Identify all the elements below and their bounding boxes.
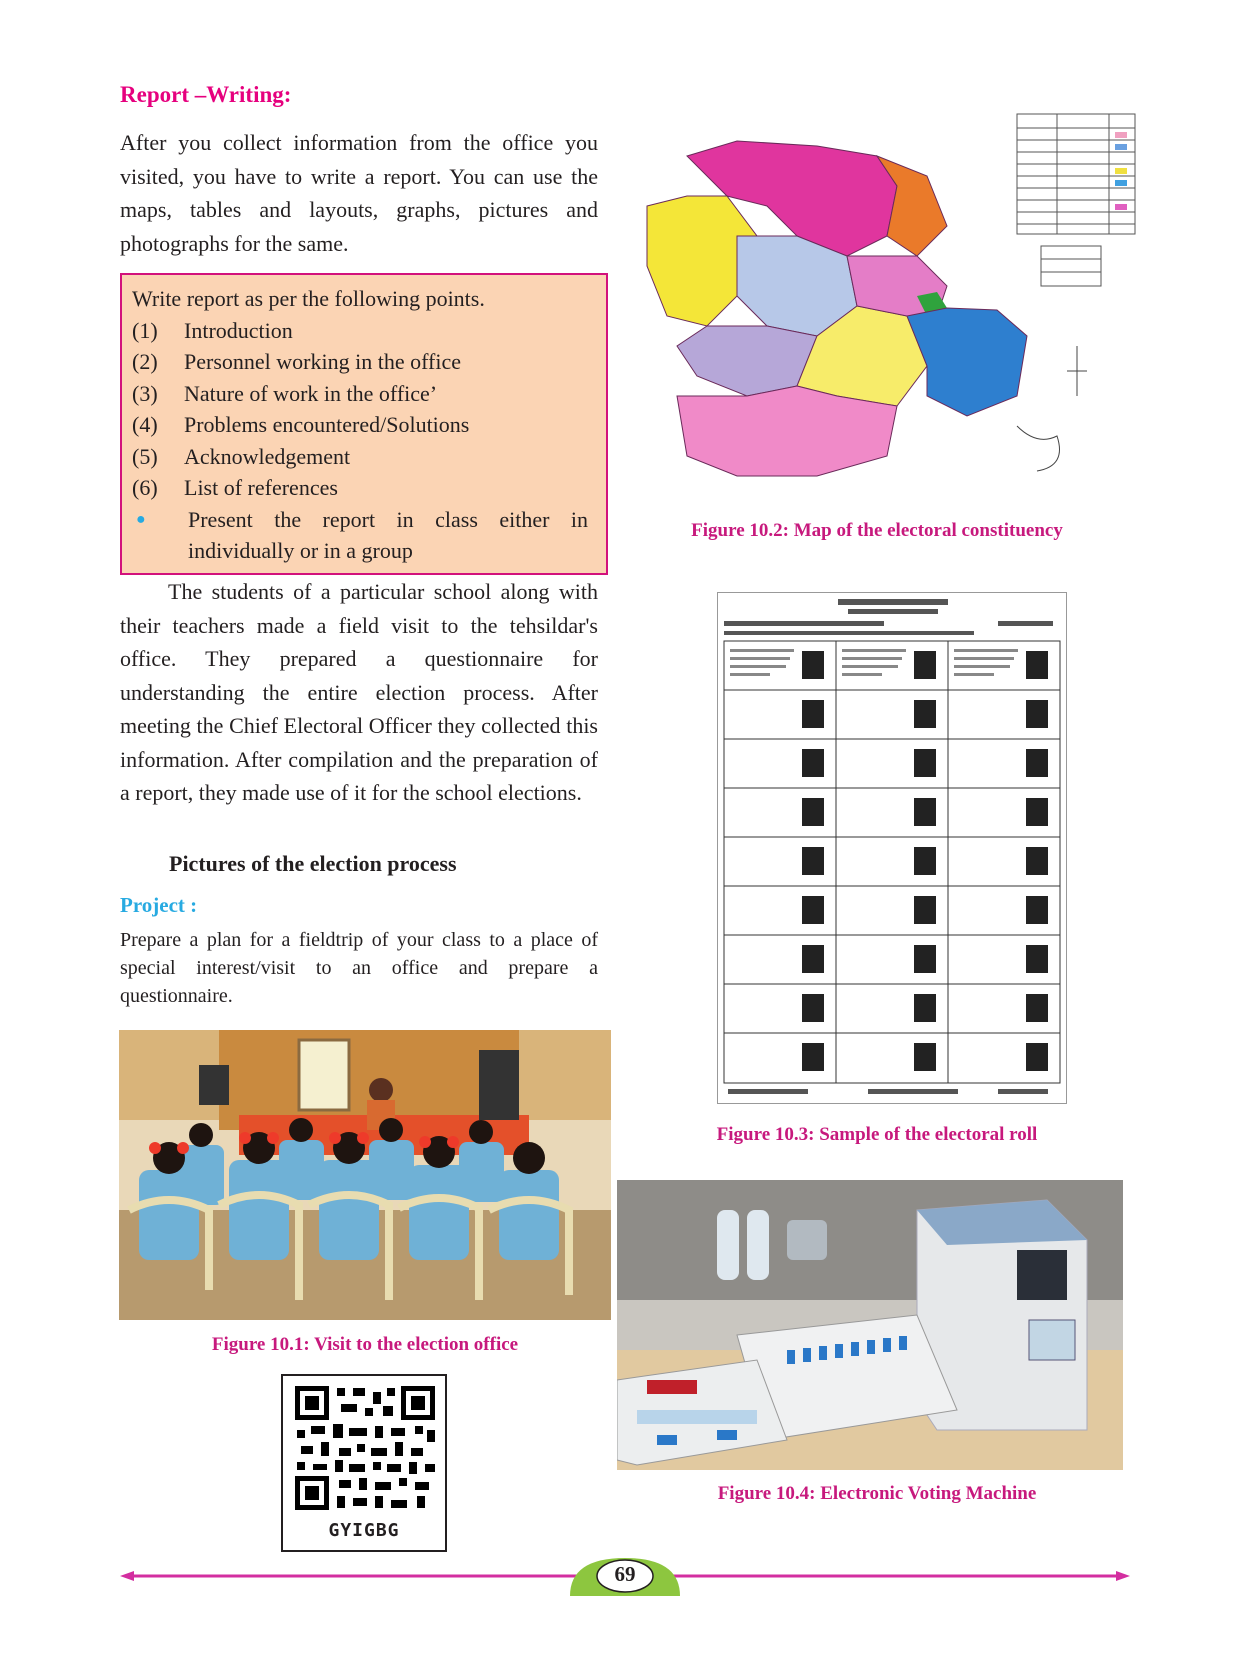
figure-caption-3: Figure 10.3: Sample of the electoral roll	[716, 1124, 1038, 1145]
list-item	[132, 315, 588, 347]
project-text: Prepare a plan for a fieldtrip of your class to a place of special interest/visit to an office and prepare a questionnaire.	[120, 929, 598, 1007]
voting-machine-photo	[617, 1180, 1123, 1470]
list-item-bullet	[132, 504, 588, 567]
list-item-number: (1)	[132, 317, 158, 343]
list-item	[132, 346, 588, 378]
qr-code-label: GYIGBG	[328, 1520, 400, 1541]
list-item-number: (6)	[132, 475, 158, 500]
list-item-text: Introduction	[184, 317, 293, 343]
list-item-text: Personnel working in the office	[184, 349, 461, 374]
list-item-text: Present the report in class either in individually or in a group	[188, 506, 588, 563]
election-office-photo	[119, 1030, 611, 1320]
list-item-number: (3)	[132, 380, 158, 406]
list-item	[132, 378, 588, 410]
qr-code[interactable]	[281, 1374, 447, 1552]
figure-caption-4: Figure 10.4: Electronic Voting Machine	[717, 1483, 1037, 1504]
constituency-map	[617, 96, 1137, 526]
bullet-icon: ●	[136, 510, 146, 528]
students-paragraph	[120, 575, 598, 810]
section-heading: Report –Writing:	[120, 82, 292, 107]
report-box-title: Write report as per the following points.	[132, 286, 485, 311]
students-paragraph-text: The students of a particular school along with their teachers made a field visit to the tehsildar's office. They prepared a questionnaire for understanding the entire election process. After meeting the Chief Electoral Officer they collected this information. After compilation and the preparation of a report, they made use of it for the school elections.	[120, 579, 598, 805]
list-item-number: (5)	[132, 443, 158, 469]
list-item-number: (4)	[132, 412, 158, 437]
list-item	[132, 409, 588, 441]
list-item-text: Problems encountered/Solutions	[184, 412, 470, 437]
list-item	[132, 472, 588, 504]
pictures-heading: Pictures of the election process	[169, 851, 457, 876]
project-heading: Project :	[120, 893, 198, 917]
list-item-number: (2)	[132, 349, 158, 374]
intro-paragraph: After you collect information from the office you visited, you have to write a report. You can use the maps, tables and layouts, graphs, pictures and photographs for the same.	[120, 130, 598, 256]
list-item-text: Nature of work in the office’	[184, 380, 438, 406]
list-item-text: List of references	[184, 475, 338, 500]
page-number: 69	[614, 1562, 636, 1586]
report-points-box	[120, 273, 608, 575]
electoral-roll-sample	[717, 592, 1067, 1104]
page-footer	[120, 1556, 1130, 1596]
list-item	[132, 441, 588, 473]
figure-caption-1: Figure 10.1: Visit to the election office	[211, 1334, 519, 1355]
list-item-text: Acknowledgement	[184, 443, 351, 469]
figure-caption-2: Figure 10.2: Map of the electoral constituency	[691, 520, 1063, 541]
